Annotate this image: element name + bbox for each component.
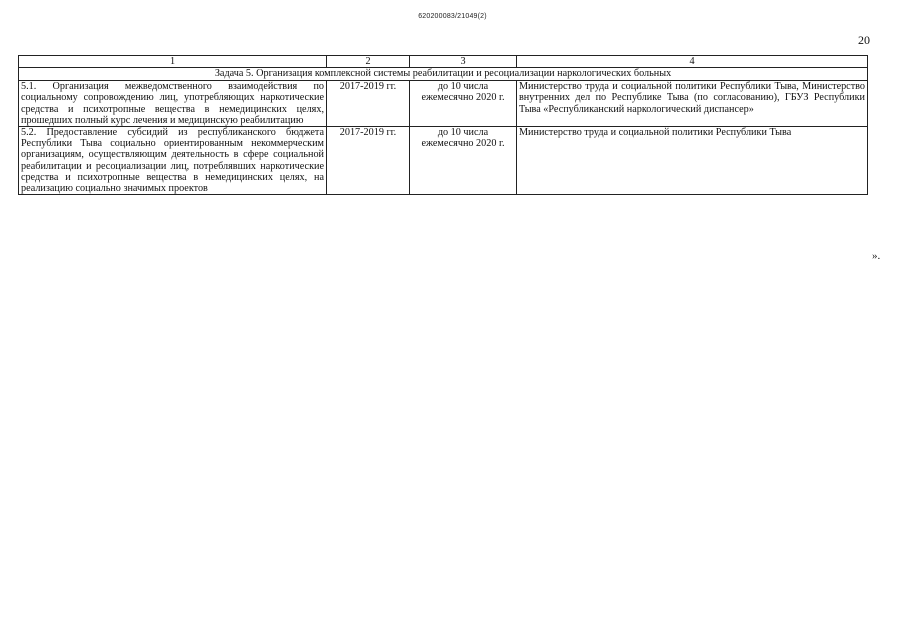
deadline-cell: до 10 числа ежемесячно 2020 г. — [410, 127, 517, 195]
column-number-2: 2 — [327, 56, 410, 68]
task-heading-row — [19, 68, 868, 81]
table-row — [19, 127, 868, 195]
period-cell: 2017-2019 гг. — [327, 81, 410, 127]
task-heading: Задача 5. Организация комплексной системы реабилитации и ресоциализации наркологических больных — [19, 68, 868, 81]
table-row — [19, 81, 868, 127]
activity-cell: 5.2. Предоставление субсидий из республиканского бюджета Республики Тыва социально ориентированным некоммерческим организациям, осуществляющим деятельность в сфере социальной реабилитации и ресоциализации лиц, потреблявших наркотические средства и психотропные вещества в немедицинских целях, на реализацию социально значимых проектов — [19, 127, 327, 195]
period-cell: 2017-2019 гг. — [327, 127, 410, 195]
executors-cell: Министерство труда и социальной политики Республики Тыва — [517, 127, 868, 195]
action-plan-table — [18, 55, 868, 195]
column-number-4: 4 — [517, 56, 868, 68]
deadline-cell: до 10 числа ежемесячно 2020 г. — [410, 81, 517, 127]
page-number: 20 — [858, 33, 870, 47]
activity-cell: 5.1. Организация межведомственного взаимодействия по социальному сопровождению лиц, употребляющих наркотические средства и психотропные вещества в немедицинских целях, прошедших полный курс лечения и медицинскую реабилитацию — [19, 81, 327, 127]
document-id: 620200083/21049(2) — [418, 13, 487, 20]
executors-cell: Министерство труда и социальной политики Республики Тыва, Министерство внутренних дел по Республике Тыва (по согласованию), ГБУЗ Республики Тыва «Республиканский наркологический диспансер» — [517, 81, 868, 127]
column-number-row — [19, 56, 868, 68]
closing-quote-mark: ». — [872, 250, 881, 262]
column-number-1: 1 — [19, 56, 327, 68]
column-number-3: 3 — [410, 56, 517, 68]
